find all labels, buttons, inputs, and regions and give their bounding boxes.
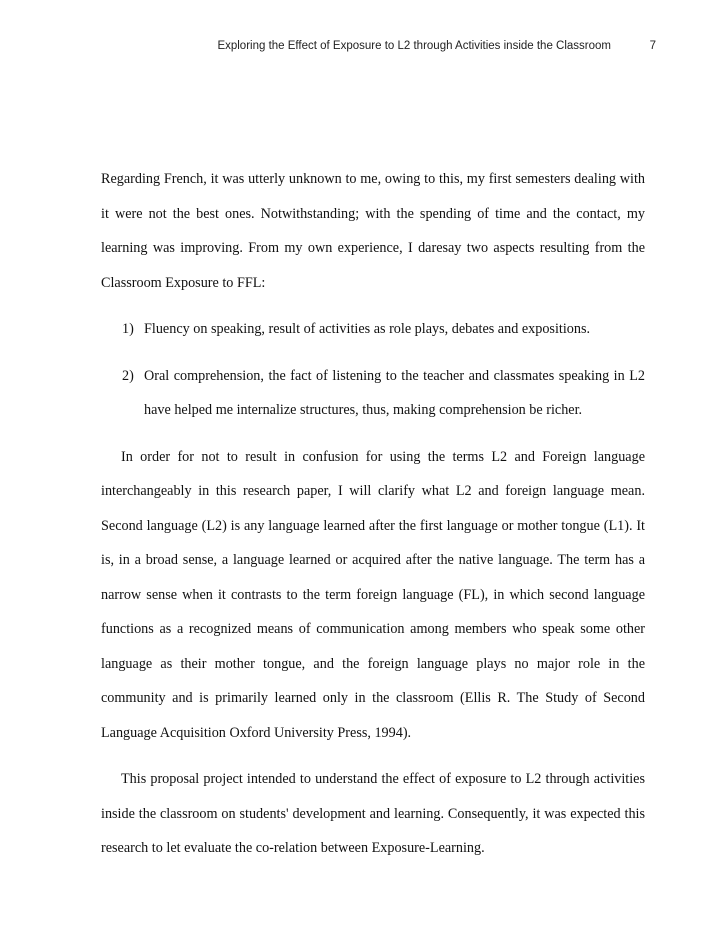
list-item-number: 1) xyxy=(122,321,134,337)
list-item-text: Fluency on speaking, result of activities as role plays, debates and expositions. xyxy=(144,321,591,337)
aspects-list xyxy=(101,312,645,428)
list-item xyxy=(101,312,645,347)
paragraph-l2-definition: In order for not to result in confusion for using the terms L2 and Foreign language interchangeably in this research paper, I will clarify what L2 and foreign language mean. Second language (L2) is any language learned after the first language or mother tongue (L1). It is, in a broad sense, a language learned or acquired after the native language. The term has a narrow sense when it contrasts to the term foreign language (FL), in which second language functions as a recognized means of communication among members who speak some other language as their mother tongue, and the foreign language plays no major role in the community and is primarily learned only in the classroom (Ellis R. The Study of Second Language Acquisition Oxford University Press, 1994). xyxy=(101,448,645,741)
list-item xyxy=(101,359,645,428)
spacer xyxy=(101,347,645,359)
list-item-text: Oral comprehension, the fact of listening to the teacher and classmates speaking in L2 have helped me internalize structures, thus, making comprehension be richer. xyxy=(144,367,645,418)
running-head xyxy=(150,40,656,60)
spacer xyxy=(101,428,645,440)
paragraph-french-experience: Regarding French, it was utterly unknown to me, owing to this, my first semesters dealing with it were not the best ones. Notwithstanding; with the spending of time and the contact, my learning was improving. From my own experience, I daresay two aspects resulting from the Classroom Exposure to FFL: xyxy=(101,171,645,291)
spacer xyxy=(101,300,645,312)
body-text xyxy=(101,162,645,866)
page-number: 7 xyxy=(649,40,656,52)
running-head-title: Exploring the Effect of Exposure to L2 through Activities inside the Classroom xyxy=(217,40,611,52)
spacer xyxy=(101,750,645,762)
paragraph-proposal: This proposal project intended to understand the effect of exposure to L2 through activities inside the classroom on students' development and learning. Consequently, it was expected this research to let evaluate the co-relation between Exposure-Learning. xyxy=(101,771,645,856)
list-item-number: 2) xyxy=(122,367,134,384)
